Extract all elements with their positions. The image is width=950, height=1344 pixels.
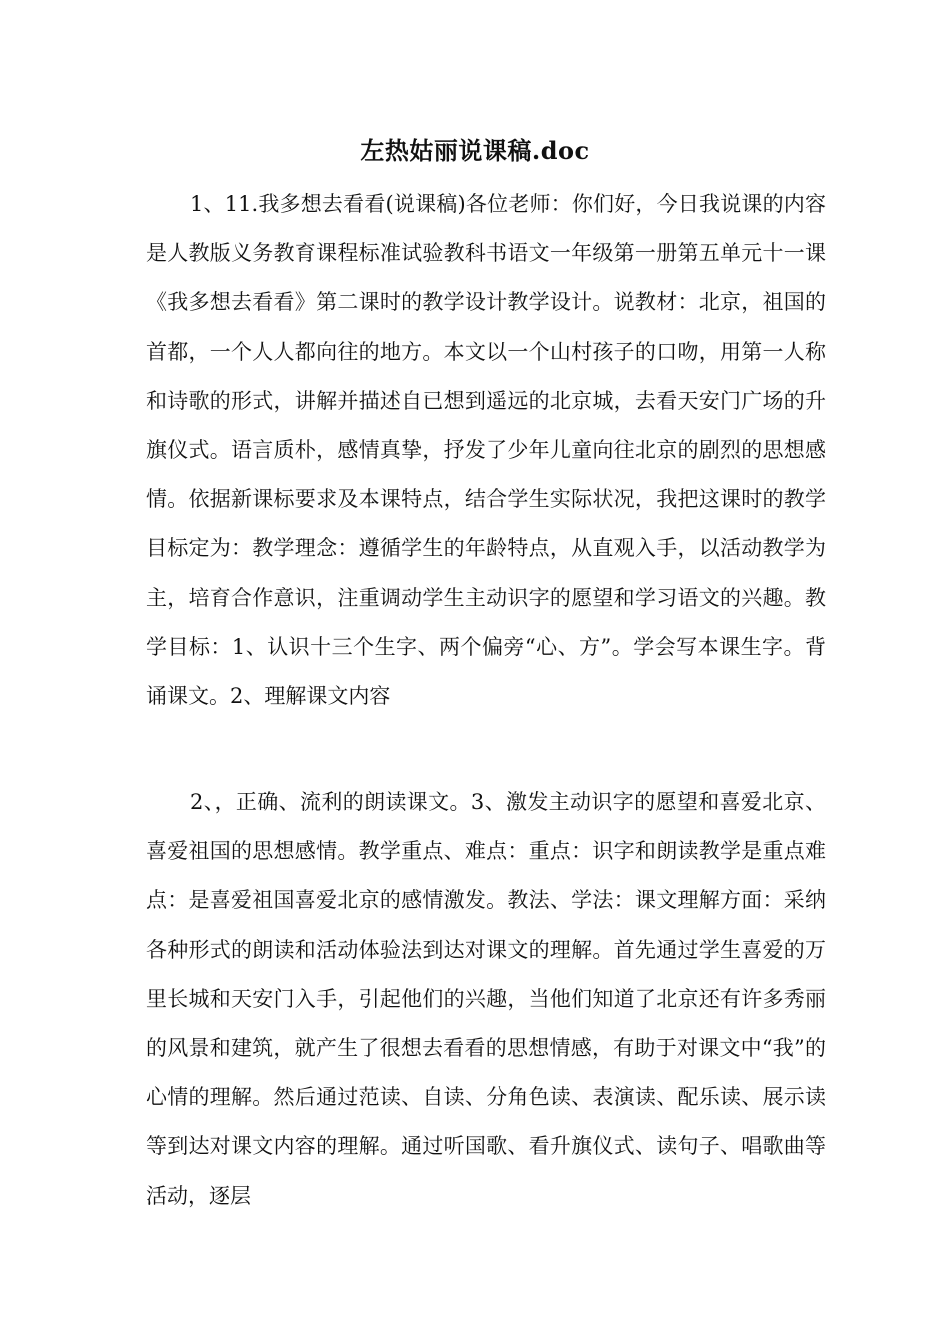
body-paragraph-2: 2、，正确、流利的朗读课文。3、激发主动识字的愿望和喜爱北京、喜爱祖国的思想感情。教学重点、难点：重点：识字和朗读教学是重点难点：是喜爱祖国喜爱北京的感情激发。教法、学法：课文理解方面：采纳各种形式的朗读和活动体验法到达对课文的理解。首先通过学生喜爱的万里长城和天安门入手，引起他们的兴趣，当他们知道了北京还有许多秀丽的风景和建筑，就产生了很想去看看的思想情感，有助于对课文中“我”的心情的理解。然后通过范读、自读、分角色读、表演读、配乐读、展示读等到达对课文内容的理解。通过听国歌、看升旗仪式、读句子、唱歌曲等活动，逐层 xyxy=(146,790,826,1208)
document-title: 左热姑丽说课稿.doc xyxy=(360,136,590,165)
body-paragraph-1: 1、11.我多想去看看(说课稿)各位老师：你们好，今日我说课的内容是人教版义务教育课程标准试验教科书语文一年级第一册第五单元十一课《我多想去看看》第二课时的教学设计教学设计。说教材：北京，祖国的首都，一个人人都向往的地方。本文以一个山村孩子的口吻，用第一人称和诗歌的形式，讲解并描述自已想到遥远的北京城，去看天安门广场的升旗仪式。语言质朴，感情真挚，抒发了少年儿童向往北京的剧烈的思想感情。依据新课标要求及本课特点，结合学生实际状况，我把这课时的教学目标定为：教学理念：遵循学生的年龄特点，从直观入手，以活动教学为主，培育合作意识，注重调动学生主动识字的愿望和学习语文的兴趣。教学目标：1、认识十三个生字、两个偏旁“心、方”。学会写本课生字。背诵课文。2、理解课文内容 xyxy=(146,192,826,709)
